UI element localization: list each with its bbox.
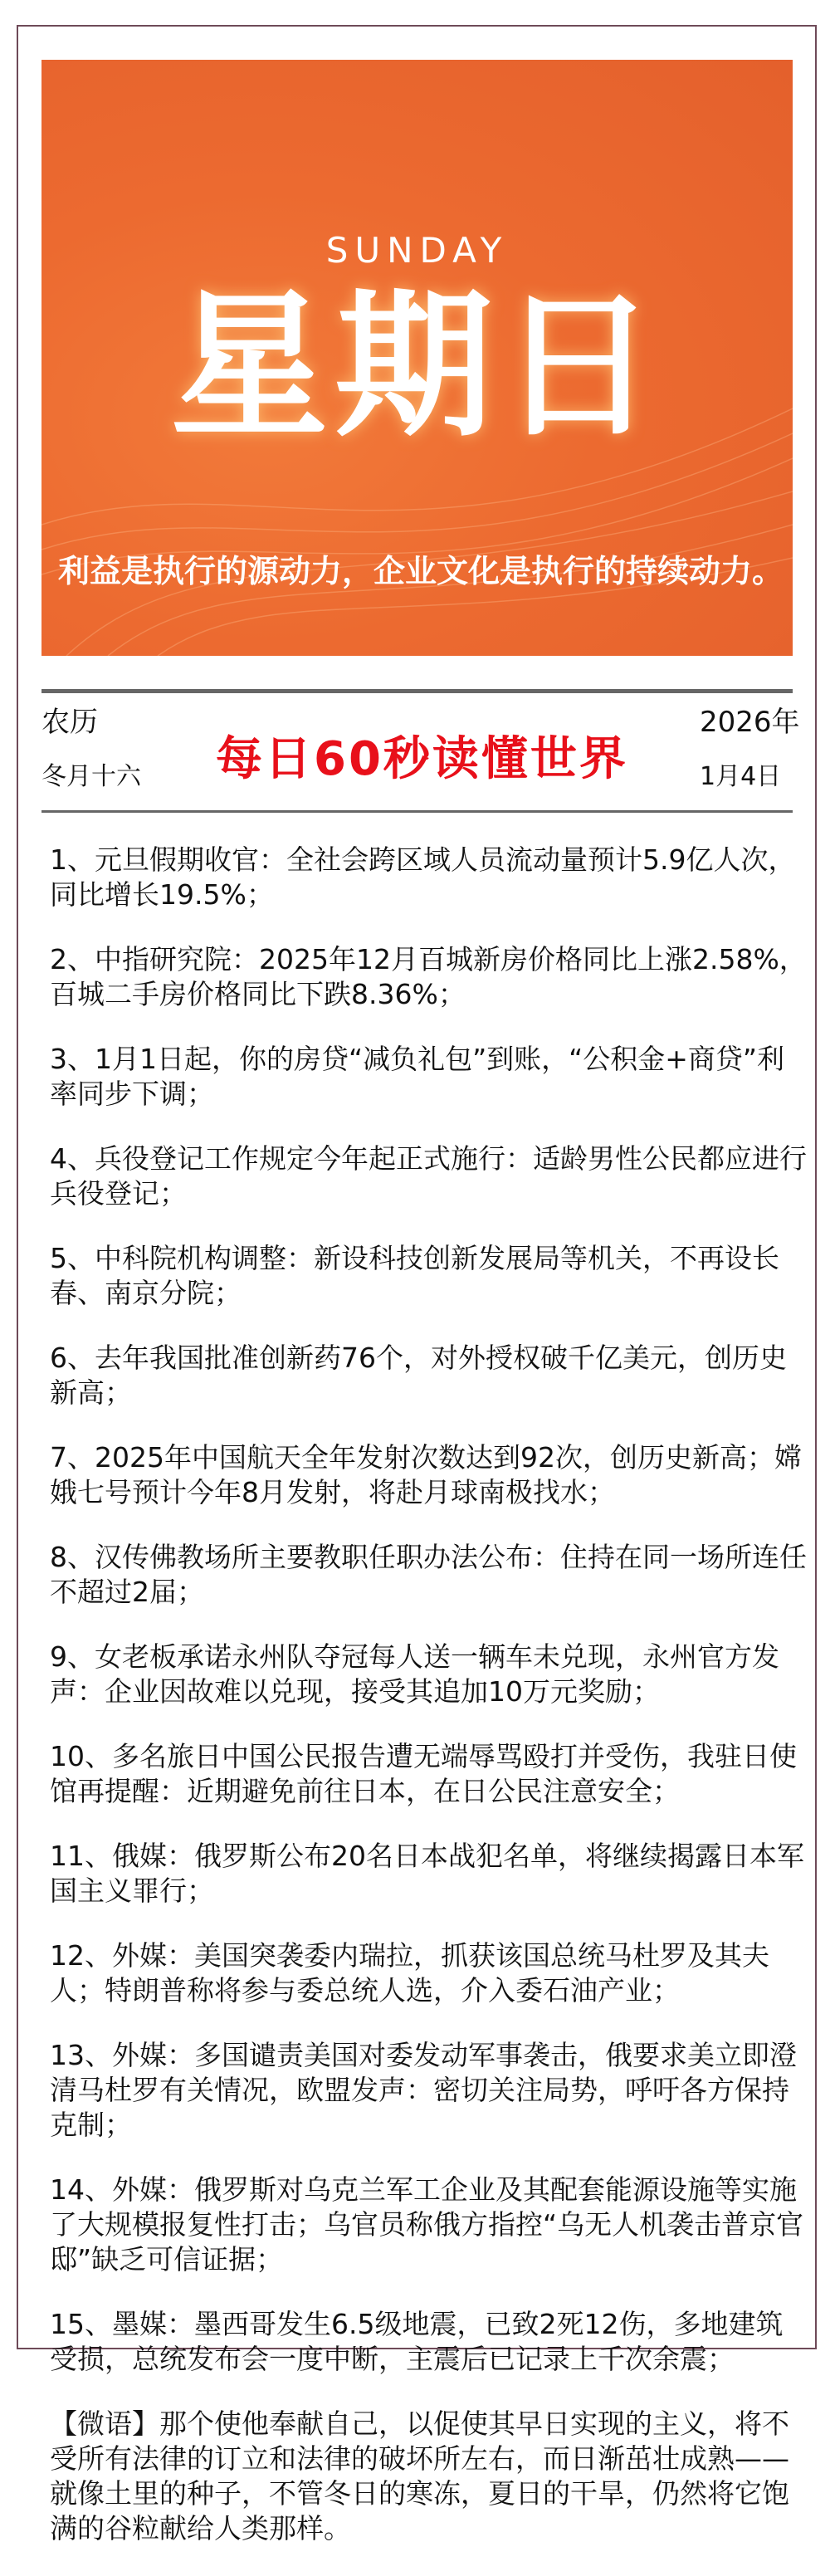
lunar-date: 冬月十六 — [42, 762, 141, 791]
news-item: 2、中指研究院：2025年12月百城新房价格同比上涨2.58%，百城二手房价格同比下跌8.36%； — [50, 943, 807, 1010]
news-item: 3、1月1日起，你的房贷“减负礼包”到账，“公积金+商贷”利率同步下调； — [50, 1043, 785, 1110]
news-item: 10、多名旅日中国公民报告遭无端辱骂殴打并受伤，我驻日使馆再提醒：近期避免前往日本，在日公民注意安全； — [50, 1740, 797, 1807]
news-item: 13、外媒：多国谴责美国对委发动军事袭击，俄要求美立即澄清马杜罗有关情况，欧盟发声：密切关注局势，呼吁各方保持克制； — [50, 2039, 797, 2141]
news-item: 9、女老板承诺永州队夺冠每人送一辆车未兑现，永州官方发声：企业因故难以兑现，接受其追加10万元奖励； — [50, 1640, 779, 1708]
news-item: 4、兵役登记工作规定今年起正式施行：适龄男性公民都应进行兵役登记； — [50, 1142, 807, 1210]
lunar-label: 农历 — [42, 706, 98, 739]
day-english: SUNDAY — [325, 230, 509, 271]
news-item: 7、2025年中国航天全年发射次数达到92次，创历史新高；嫦娥七号预计今年8月发射，将赴月球南极找水； — [50, 1441, 802, 1508]
day-chinese: 星期日 — [170, 275, 664, 458]
slogan: 利益是执行的源动力，企业文化是执行的持续动力。 — [58, 553, 784, 589]
news-item: 14、外媒：俄罗斯对乌克兰军工企业及其配套能源设施等实施了大规模报复性打击；乌官员称俄方指控“乌无人机袭击普京官邸”缺乏可信证据； — [50, 2173, 804, 2275]
news-item: 6、去年我国批准创新药76个，对外授权破千亿美元，创历史新高； — [50, 1342, 787, 1409]
news-item: 11、俄媒：俄罗斯公布20名日本战犯名单，将继续揭露日本军国主义罪行； — [50, 1840, 804, 1907]
daily-quote: 【微语】那个使他奉献自己，以促使其早日实现的主义，将不受所有法律的订立和法律的破坏所左右，而日渐茁壮成熟——就像土里的种子，不管冬日的寒冻，夏日的干旱，仍然将它饱满的谷粒献给人类那样。 — [50, 2407, 789, 2544]
news-item: 15、墨媒：墨西哥发生6.5级地震，已致2死12伤，多地建筑受损，总统发布会一度中断，主震后已记录上千次余震； — [50, 2308, 784, 2375]
news-item: 5、中科院机构调整：新设科技创新发展局等机关，不再设长春、南京分院； — [50, 1242, 779, 1309]
year: 2026年 — [700, 706, 800, 739]
date: 1月4日 — [700, 762, 782, 791]
news-item: 1、元旦假期收官：全社会跨区域人员流动量预计5.9亿人次，同比增长19.5%； — [50, 843, 796, 911]
news-item: 8、汉传佛教场所主要教职任职办法公布：住持在同一场所连任不超过2届； — [50, 1541, 807, 1608]
top-divider — [42, 689, 793, 693]
page-title: 每日60秒读懂世界 — [216, 732, 628, 786]
header-banner — [42, 60, 793, 656]
news-item: 12、外媒：美国突袭委内瑞拉，抓获该国总统马杜罗及其夫人；特朗普称将参与委总统人选，介入委石油产业； — [50, 1939, 769, 2007]
bottom-divider — [42, 810, 793, 813]
news-list — [50, 843, 809, 2576]
